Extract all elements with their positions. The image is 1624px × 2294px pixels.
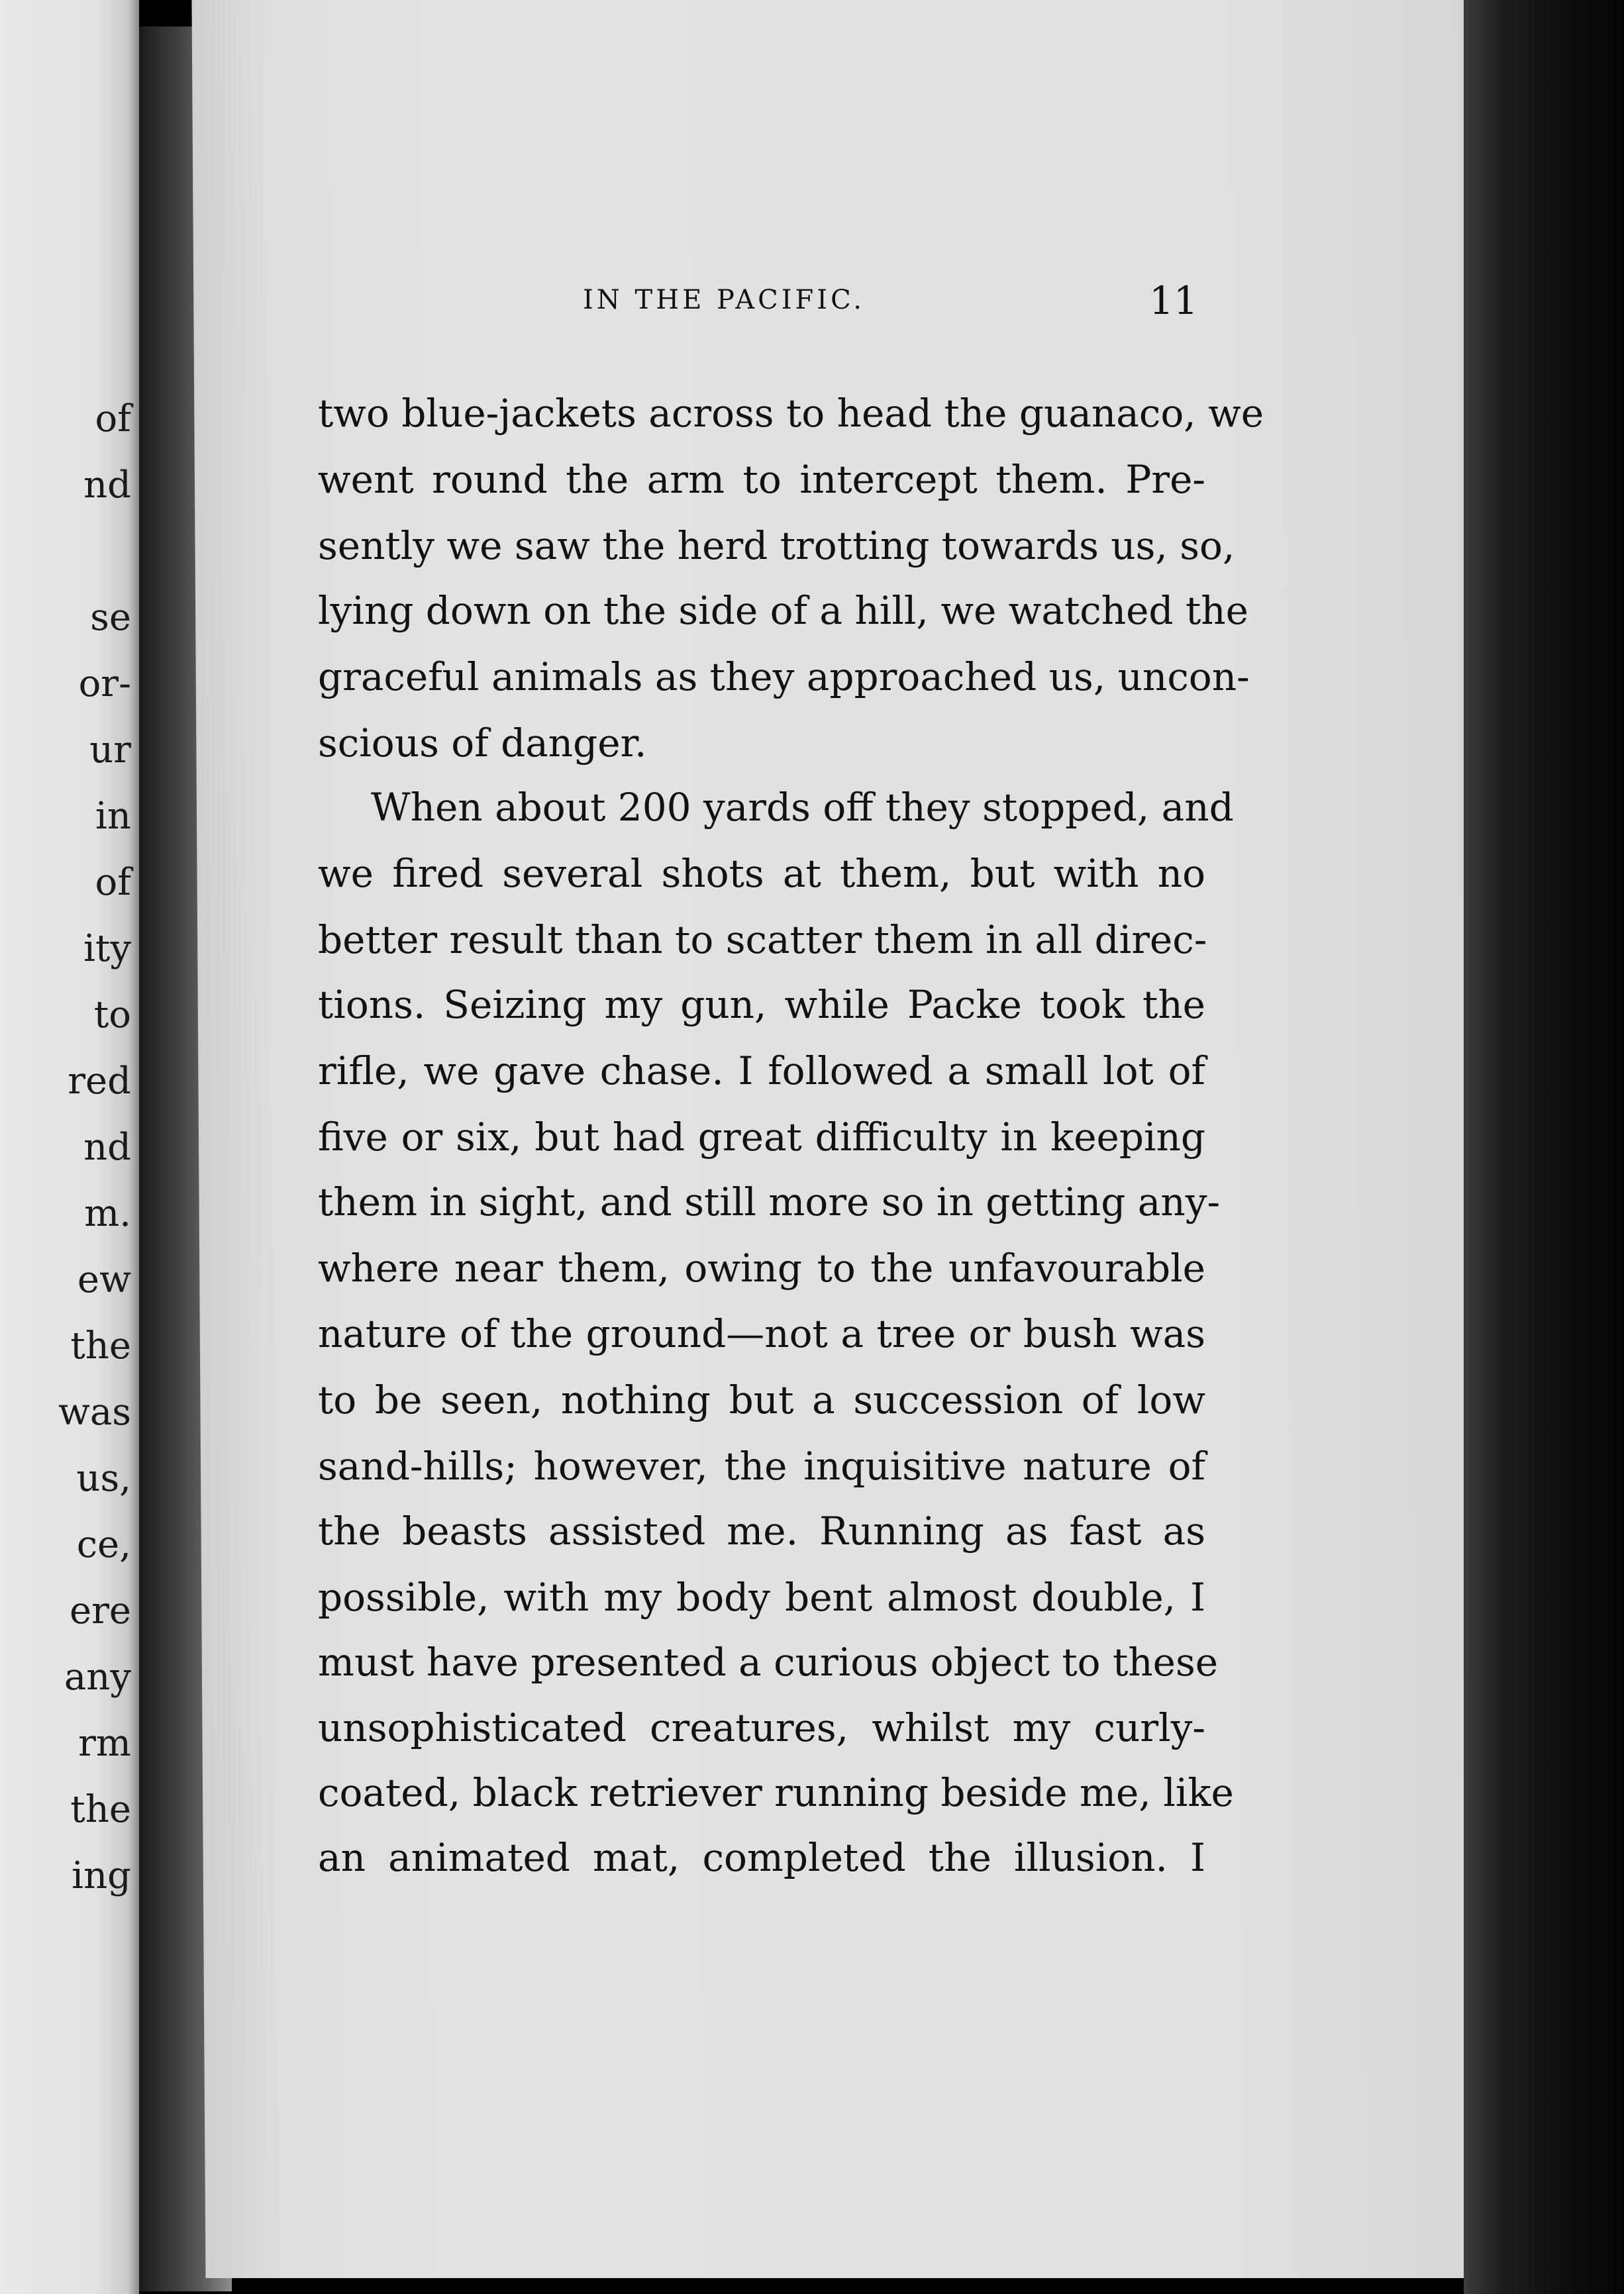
text-line: them in sight, and still more so in getting any- bbox=[318, 1179, 1221, 1224]
page-edge-shadow bbox=[1464, 0, 1624, 2294]
left-line-end: or- bbox=[78, 662, 131, 705]
left-line-end: ur bbox=[89, 728, 131, 772]
page-number: 11 bbox=[1149, 278, 1198, 323]
text-line: must have presented a curious object to these bbox=[318, 1640, 1219, 1685]
text-line: to be seen, nothing but a succession of low bbox=[318, 1377, 1205, 1422]
text-line: graceful animals as they approached us, uncon- bbox=[318, 654, 1250, 699]
left-line-end: ere bbox=[69, 1589, 131, 1632]
text-line: nature of the ground—not a tree or bush was bbox=[318, 1311, 1205, 1356]
text-line: sand-hills; however, the inquisitive nature of bbox=[318, 1444, 1205, 1489]
text-line: two blue-jackets across to head the guanaco, we bbox=[318, 391, 1264, 436]
text-line: better result than to scatter them in all direc- bbox=[318, 917, 1207, 962]
text-line: an animated mat, completed the illusion. I bbox=[318, 1835, 1205, 1880]
text-line: coated, black retriever running beside me, like bbox=[318, 1770, 1234, 1815]
left-line-end: of bbox=[95, 397, 131, 440]
left-line-end: nd bbox=[83, 1126, 131, 1169]
left-line-end: ity bbox=[83, 927, 131, 970]
text-line: the beasts assisted me. Running as fast as bbox=[318, 1509, 1205, 1554]
left-line-end: the bbox=[70, 1324, 131, 1368]
left-line-end: red bbox=[68, 1060, 131, 1103]
text-line: five or six, but had great difficulty in keeping bbox=[318, 1115, 1205, 1160]
running-head: IN THE PACIFIC. bbox=[583, 285, 865, 315]
text-line: we fired several shots at them, but with no bbox=[318, 851, 1205, 896]
left-line-end: of bbox=[95, 861, 131, 904]
text-line: scious of danger. bbox=[318, 721, 647, 766]
text-line: went round the arm to intercept them. Pre- bbox=[318, 457, 1205, 502]
text-line: tions. Seizing my gun, while Packe took the bbox=[318, 982, 1205, 1027]
left-line-end: ce, bbox=[76, 1523, 131, 1566]
text-line: lying down on the side of a hill, we watched the bbox=[318, 588, 1248, 633]
left-line-end: nd bbox=[83, 464, 131, 507]
left-line-end: the bbox=[70, 1788, 131, 1831]
text-line: When about 200 yards off they stopped, and bbox=[371, 785, 1234, 830]
left-line-end: us, bbox=[76, 1457, 131, 1500]
text-line: sently we saw the herd trotting towards us, so, bbox=[318, 523, 1235, 568]
left-line-end: was bbox=[58, 1391, 131, 1434]
left-line-end: in bbox=[95, 795, 131, 838]
previous-page-fragment bbox=[0, 0, 139, 2294]
text-line: where near them, owing to the unfavourable bbox=[318, 1246, 1205, 1291]
text-line: rifle, we gave chase. I followed a small lot of bbox=[318, 1048, 1205, 1093]
left-line-end: ing bbox=[72, 1854, 131, 1897]
left-line-end: rm bbox=[78, 1722, 131, 1765]
left-line-end: ew bbox=[77, 1258, 131, 1301]
left-line-end: se bbox=[90, 596, 131, 639]
left-line-end: any bbox=[64, 1656, 131, 1699]
text-line: possible, with my body bent almost double, I bbox=[318, 1575, 1205, 1620]
left-line-end: to bbox=[93, 993, 131, 1036]
left-line-end: m. bbox=[84, 1192, 131, 1235]
text-line: unsophisticated creatures, whilst my curly- bbox=[318, 1705, 1205, 1750]
